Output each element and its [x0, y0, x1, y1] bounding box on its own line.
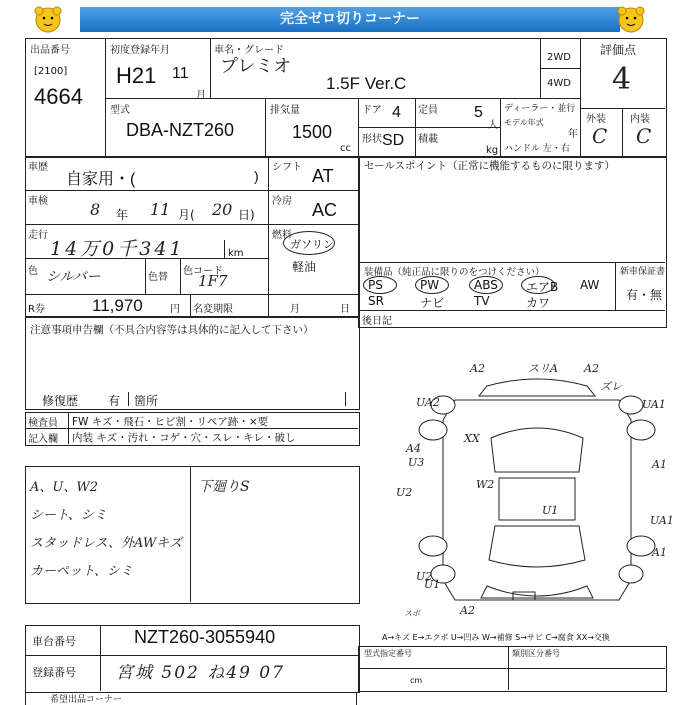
- lot-label: 出品番号: [30, 45, 70, 56]
- drive-4wd: 4WD: [547, 78, 571, 89]
- bear-mascot-right-icon: [605, 3, 657, 37]
- score-label: 評価点: [600, 43, 637, 57]
- reg-month: 11: [172, 65, 189, 82]
- score-int-label: 内装: [630, 114, 650, 125]
- bear-mascot-left-icon: [22, 3, 74, 37]
- inspection-month-unit: 月(: [178, 208, 195, 222]
- remarks-line-2: スタッドレス、外AWキズ: [30, 536, 182, 551]
- inspection-month: 11: [150, 200, 171, 219]
- recycle-value: 11,970: [92, 296, 143, 315]
- diagram-label-6: XX: [464, 432, 480, 445]
- dealer-label: ディーラー・並行: [504, 104, 576, 114]
- equip-circle-0: [363, 276, 397, 294]
- fuel-gas: ガソリン: [290, 238, 334, 251]
- rear-label: 後日記: [362, 316, 392, 327]
- name-change-label: 名変期限: [193, 304, 233, 315]
- car-grade: 1.5F Ver.C: [326, 74, 407, 93]
- repair-value: 有: [108, 394, 121, 408]
- color-code: 1F7: [198, 272, 228, 290]
- fuel-diesel: 軽油: [292, 260, 317, 274]
- load-label: 積載: [418, 134, 438, 145]
- equip-label: 装備品（純正品に限りのをつけください）: [364, 267, 545, 278]
- ac-label: 冷房: [272, 196, 292, 207]
- ac-value: AC: [312, 200, 338, 220]
- dealer-year-unit: 年: [568, 129, 578, 140]
- page-title: 完全ゼロ切りコーナー: [80, 7, 620, 32]
- remarks-line-0: A、U、W2: [30, 480, 98, 495]
- history-value: 自家用・(: [66, 171, 136, 188]
- remarks-line-3: カーペット、シミ: [30, 564, 133, 579]
- doors-value: 4: [392, 104, 401, 121]
- spec-cm: cm: [410, 676, 423, 685]
- mileage-unit: km: [228, 248, 244, 259]
- equip-item-1: PW: [420, 278, 440, 292]
- diagram-label-15: U2: [416, 570, 433, 583]
- equip-item-4: AW: [580, 278, 600, 292]
- car-label: 車名・グレード: [214, 45, 284, 56]
- load-unit: kg: [486, 145, 499, 156]
- check-label2: 記入欄: [28, 434, 58, 445]
- engine-value: 1500: [292, 122, 333, 142]
- plate-label: 登録番号: [32, 666, 76, 679]
- diagram-label-9: A1: [652, 458, 667, 471]
- color-value: シルバー: [46, 269, 101, 285]
- model-value: DBA-NZT260: [126, 120, 235, 140]
- engine-label: 排気量: [270, 105, 300, 116]
- check-row2: 内装 キズ・汚れ・コゲ・穴・スレ・キレ・破し: [72, 432, 296, 444]
- diagram-label-13: UA1: [650, 514, 674, 527]
- reg-month-unit: 月: [196, 90, 206, 101]
- plate-value: 宮城 502 ね49 07: [116, 663, 285, 683]
- seats-value: 5: [474, 104, 483, 121]
- history-close: ): [254, 168, 259, 184]
- damage-legend: A→キズ E→エクボ U→凹み W→補修 S→サビ C→腐食 XX→交換: [382, 633, 610, 642]
- remarks-line-1: シート、シミ: [30, 508, 107, 523]
- diagram-label-2: A2: [584, 362, 599, 375]
- name-change-month: 月: [290, 304, 300, 315]
- warranty-label: 新車保証書: [620, 267, 666, 277]
- reg-label: 初度登録年月: [110, 45, 170, 56]
- shape-value: SD: [382, 132, 405, 149]
- score-ext-label: 外装: [586, 114, 606, 125]
- diagram-label-10: U2: [396, 486, 413, 499]
- seats-label: 定員: [418, 105, 438, 116]
- inspection-label: 車検: [28, 196, 48, 207]
- spec-label2: 類別区分番号: [512, 649, 560, 658]
- check-row1: FW キズ・飛石・ヒビ割・リペア跡・×要: [72, 416, 269, 428]
- equip-item-8: カワ: [526, 296, 551, 310]
- equip-circle-2: [469, 276, 503, 294]
- seats-unit: 人: [488, 120, 498, 131]
- score-int: C: [636, 124, 652, 148]
- doors-label: ドア: [362, 105, 382, 116]
- dealer-handle: ハンドル 左・右: [504, 144, 570, 154]
- chassis-label: 車台番号: [32, 635, 76, 648]
- mileage-value: 14万0千341: [50, 238, 185, 260]
- diagram-label-5: UA1: [642, 398, 666, 411]
- color-change-label: 色替: [148, 272, 168, 283]
- lot-sub: [2100]: [34, 66, 68, 77]
- diagram-label-8: U3: [408, 456, 425, 469]
- equip-item-5: SR: [368, 294, 384, 308]
- equip-item-7: TV: [474, 294, 490, 308]
- diagram-label-7: A4: [406, 442, 421, 455]
- sales-point-label: セールスポイント（正常に機能するものに限ります）: [364, 160, 616, 172]
- equip-item-2: ABS: [474, 278, 498, 292]
- diagram-label-16: U1: [424, 578, 441, 591]
- drive-2wd: 2WD: [547, 52, 571, 63]
- diagram-label-17: A2: [460, 604, 475, 617]
- shift-value: AT: [312, 166, 334, 186]
- repair-label: 修復歴: [42, 394, 79, 408]
- warranty-value: 有・無: [626, 288, 663, 302]
- history-label: 車歴: [28, 162, 48, 173]
- check-label: 検査員: [28, 418, 58, 429]
- inspection-year: 8: [90, 200, 101, 219]
- fuel-label: 燃料: [272, 230, 292, 241]
- car-name: プレミオ: [220, 56, 292, 77]
- spec-label1: 型式指定番号: [364, 649, 412, 658]
- recycle-unit: 円: [170, 304, 180, 315]
- diagram-label-4: UA2: [416, 396, 440, 409]
- diagram-label-0: A2: [470, 362, 485, 375]
- equip-item-0: PS: [368, 278, 383, 292]
- chassis-value: NZT260-3055940: [134, 627, 276, 647]
- color-code-label: 色コード: [183, 266, 223, 277]
- remarks-right: 下廻りS: [198, 479, 250, 495]
- recycle-label: R券: [28, 304, 45, 315]
- equip-circle-1: [415, 276, 449, 294]
- diagram-label-11: W2: [476, 478, 495, 491]
- name-change-day: 日: [340, 304, 350, 315]
- model-label: 型式: [110, 105, 130, 116]
- color-label: 色: [28, 266, 38, 277]
- notes-label: 注意事項申告欄（不具合内容等は具体的に記入して下さい）: [30, 324, 314, 336]
- diagram-label-1: スリA: [528, 362, 558, 375]
- shift-label: シフト: [272, 162, 302, 173]
- inspection-day-unit: 日): [238, 208, 255, 222]
- diagram-label-12: U1: [542, 504, 559, 517]
- mileage-label: 走行: [28, 230, 48, 241]
- score-ext: C: [592, 124, 608, 148]
- diagram-label-14: A1: [652, 546, 667, 559]
- equipment-section: [358, 156, 667, 328]
- diagram-label-3: ズレ: [600, 380, 622, 393]
- equip-circle-3: [521, 276, 555, 294]
- score-value: 4: [612, 62, 632, 97]
- inspection-year-unit: 年: [116, 208, 129, 222]
- engine-unit: cc: [340, 143, 351, 154]
- footer-label: 希望出品コーナー: [50, 695, 123, 705]
- dealer-model-year: モデル年式: [504, 118, 544, 127]
- diagram-label-18: スポ: [404, 609, 420, 618]
- reg-year: H21: [116, 63, 157, 88]
- repair-place: 箇所: [134, 394, 159, 408]
- shape-label: 形状: [362, 134, 382, 145]
- equip-item-6: ナビ: [420, 296, 445, 310]
- equip-item-3: エアB: [526, 280, 559, 294]
- lot-number: 4664: [34, 84, 83, 109]
- inspection-day: 20: [212, 200, 233, 219]
